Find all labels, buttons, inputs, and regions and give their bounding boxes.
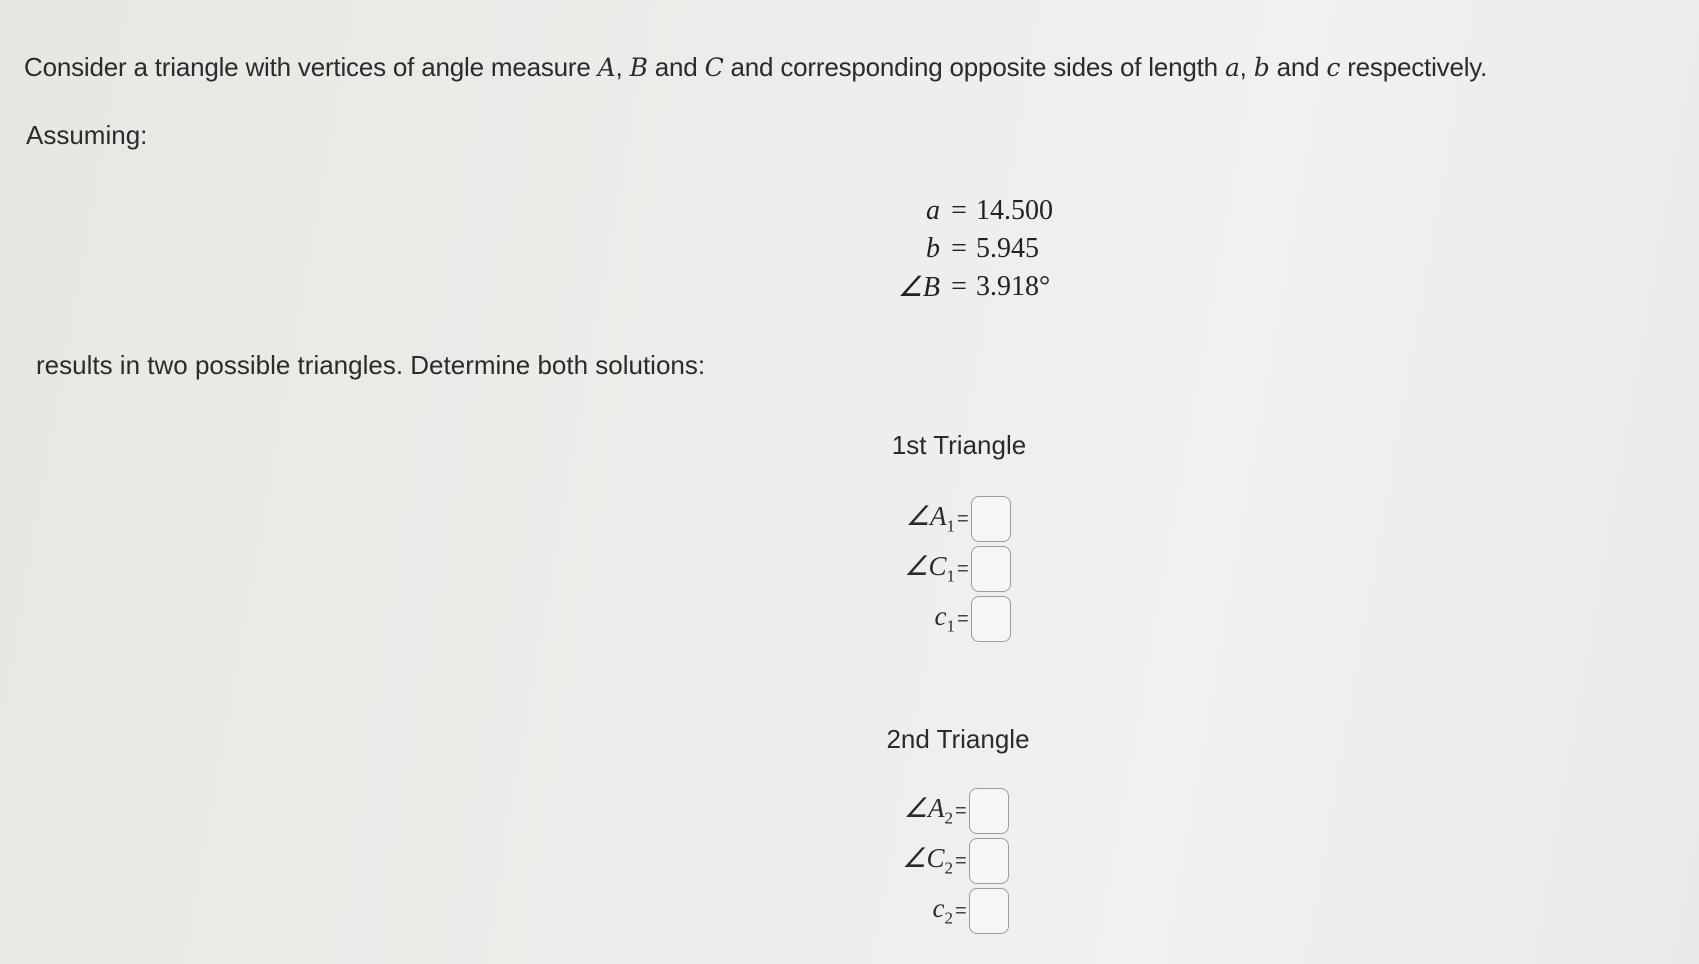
- intro-text-1: Consider a triangle with vertices of angle measure: [24, 52, 598, 82]
- var-a: a: [1224, 53, 1240, 82]
- answer-row-c2: [828, 886, 1028, 936]
- assuming-label: Assuming:: [26, 120, 148, 150]
- var-b: b: [1253, 53, 1270, 82]
- given-b: [860, 230, 1060, 268]
- answer-row-A2: [828, 786, 1028, 836]
- answer-label-c1: [830, 601, 955, 636]
- intro-text-3: respectively.: [1340, 52, 1488, 82]
- answer-row-c1: [830, 594, 1030, 644]
- answer-label-A2-subscript: 2: [944, 808, 953, 828]
- answer-input-C2[interactable]: [969, 838, 1009, 884]
- answer-label-c2-subscript: 2: [944, 908, 953, 928]
- answer-equals-c1: =: [957, 607, 969, 630]
- answer-label-A1-subscript: 1: [946, 516, 955, 536]
- given-b-equals: =: [951, 233, 967, 264]
- answer-equals-C1: =: [957, 557, 969, 580]
- given-values: [860, 192, 1060, 306]
- answer-label-A1-text: ∠A: [905, 501, 947, 532]
- given-angle-B-symbol: ∠B: [897, 272, 940, 303]
- given-angle-B-equals: =: [951, 271, 967, 302]
- answer-input-c2[interactable]: [969, 888, 1009, 934]
- answer-input-c1[interactable]: [971, 596, 1011, 642]
- var-A: A: [597, 53, 616, 82]
- triangle-1-answers: [830, 494, 1030, 644]
- answer-input-A2[interactable]: [969, 788, 1009, 834]
- answer-label-C1-subscript: 1: [946, 566, 955, 586]
- answer-input-A1[interactable]: [971, 496, 1011, 542]
- answer-label-c1-subscript: 1: [946, 616, 955, 636]
- given-a-symbol: a: [926, 195, 940, 226]
- answer-row-C1: [830, 544, 1030, 594]
- intro-comma-2: ,: [1239, 52, 1254, 82]
- answer-equals-C2: =: [955, 849, 967, 872]
- triangle-2-heading: 2nd Triangle: [886, 724, 1030, 754]
- answer-equals-A2: =: [955, 799, 967, 822]
- intro-text-2: and corresponding opposite sides of length: [723, 52, 1225, 82]
- intro-and-2: and: [1269, 52, 1327, 82]
- given-a-value: 14.500: [976, 195, 1053, 226]
- answer-label-C1-text: ∠C: [904, 551, 947, 582]
- answer-label-A2: [828, 793, 953, 828]
- answer-equals-A1: =: [957, 507, 969, 530]
- given-angle-B-value: 3.918°: [976, 271, 1051, 302]
- triangle-2-answers: [828, 786, 1028, 936]
- triangle-1-heading: 1st Triangle: [891, 430, 1027, 460]
- given-b-value: 5.945: [976, 233, 1039, 264]
- var-B: B: [629, 53, 648, 82]
- given-a-equals: =: [951, 195, 967, 226]
- intro-and-1: and: [647, 52, 705, 82]
- answer-label-C2-text: ∠C: [902, 843, 945, 874]
- problem-statement: [24, 52, 1487, 83]
- answer-label-c1-text: c: [934, 601, 947, 632]
- answer-equals-c2: =: [955, 899, 967, 922]
- answer-row-C2: [828, 836, 1028, 886]
- intro-comma-1: ,: [615, 52, 630, 82]
- answer-label-c2-text: c: [932, 893, 945, 924]
- instructions-text: results in two possible triangles. Determine both solutions:: [36, 350, 706, 380]
- var-c: c: [1326, 53, 1341, 82]
- answer-input-C1[interactable]: [971, 546, 1011, 592]
- given-b-symbol: b: [926, 233, 940, 264]
- answer-label-c2: [828, 893, 953, 928]
- answer-label-A1: [830, 501, 955, 536]
- answer-label-C2-subscript: 2: [944, 858, 953, 878]
- answer-row-A1: [830, 494, 1030, 544]
- var-C: C: [704, 53, 724, 82]
- given-angle-B: [860, 268, 1060, 306]
- answer-label-C1: [830, 551, 955, 586]
- answer-label-C2: [828, 843, 953, 878]
- answer-label-A2-text: ∠A: [903, 793, 945, 824]
- given-a: [860, 192, 1060, 230]
